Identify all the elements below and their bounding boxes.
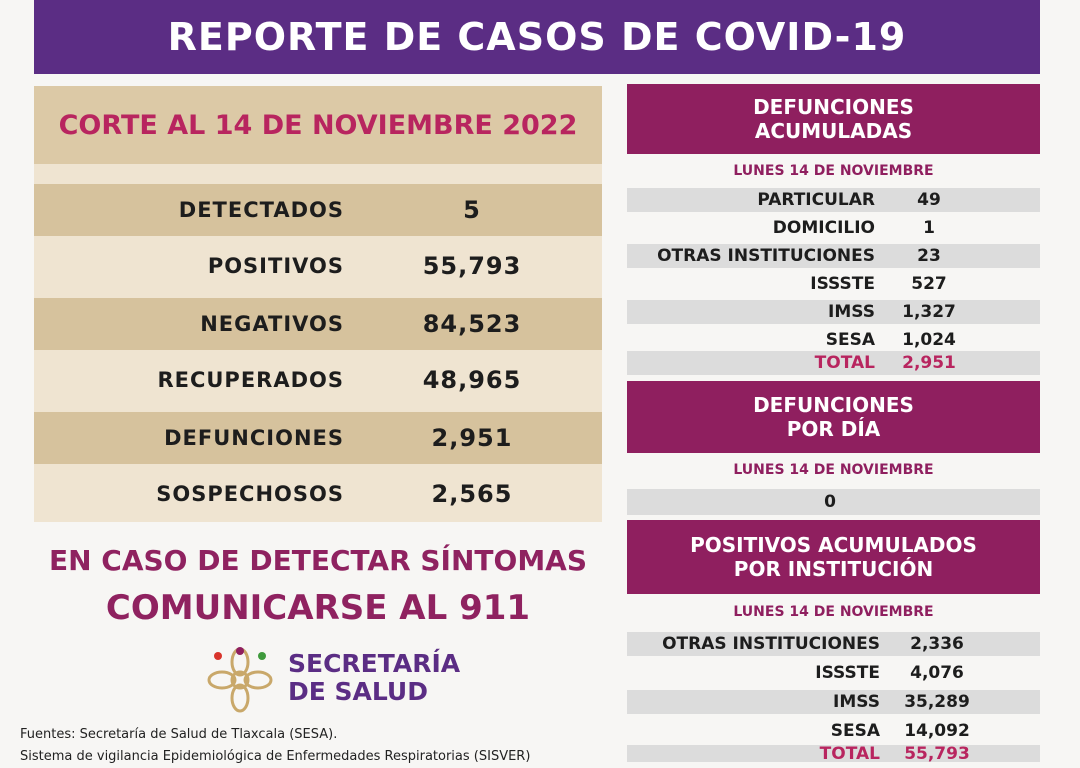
deaths-row-sesa (627, 328, 1040, 352)
stat-value: 2,565 (431, 480, 513, 508)
stat-value: 84,523 (422, 310, 522, 338)
positives-row-otras (627, 632, 1040, 656)
sources-footer (20, 724, 620, 768)
logo-line-2: DE SALUD (288, 677, 428, 706)
deaths-daily-title-2: POR DÍA (786, 417, 881, 441)
stat-label: POSITIVOS (207, 254, 344, 278)
cutoff-date: CORTE AL 14 DE NOVIEMBRE 2022 (34, 86, 602, 164)
positives-row-imss (627, 690, 1040, 714)
row-label: OTRAS INSTITUCIONES (662, 634, 880, 654)
row-value: 14,092 (904, 721, 970, 741)
row-label: ISSSTE (815, 663, 880, 683)
deaths-row-otras (627, 244, 1040, 268)
deaths-row-particular (627, 188, 1040, 212)
stat-value: 2,951 (431, 424, 513, 452)
deaths-row-domicilio (627, 216, 1040, 240)
stat-row-defunciones (34, 412, 602, 464)
stat-row-detectados (34, 184, 602, 236)
row-label: IMSS (828, 302, 875, 322)
row-label: SESA (830, 721, 880, 741)
stat-value: 55,793 (422, 252, 522, 280)
secretaria-logo-text (288, 650, 460, 706)
stat-row-recuperados (34, 354, 602, 406)
stat-label: RECUPERADOS (157, 368, 344, 392)
deaths-daily-row (627, 489, 1040, 515)
deaths-row-imss (627, 300, 1040, 324)
row-value: 35,289 (904, 692, 970, 712)
stat-label: DEFUNCIONES (164, 426, 344, 450)
stat-label: NEGATIVOS (200, 312, 344, 336)
deaths-daily-value: 0 (824, 492, 836, 512)
stat-row-sospechosos (34, 468, 602, 520)
positives-row-issste (627, 661, 1040, 685)
stat-label: DETECTADOS (178, 198, 344, 222)
row-value: 1,024 (902, 330, 956, 350)
row-value: 1,327 (902, 302, 956, 322)
row-value: 1 (923, 218, 935, 238)
row-value: 2,951 (902, 353, 956, 373)
row-label: SESA (825, 330, 875, 350)
report-title: REPORTE DE CASOS DE COVID-19 (34, 0, 1040, 74)
row-label: TOTAL (814, 353, 875, 373)
deaths-daily-title-1: DEFUNCIONES (753, 393, 914, 417)
deaths-row-issste (627, 272, 1040, 296)
stat-row-negativos (34, 298, 602, 350)
deaths-accumulated-title-2: ACUMULADAS (754, 119, 913, 143)
row-label: OTRAS INSTITUCIONES (657, 246, 875, 266)
row-label: TOTAL (819, 743, 880, 764)
positives-title-1: POSITIVOS ACUMULADOS (690, 533, 977, 557)
row-label: ISSSTE (810, 274, 875, 294)
stat-value: 48,965 (422, 366, 522, 394)
logo-line-1: SECRETARÍA (288, 649, 461, 678)
row-value: 49 (917, 190, 941, 210)
cta-line-2: COMUNICARSE AL 911 (105, 588, 531, 628)
cta-line-1: EN CASO DE DETECTAR SÍNTOMAS (48, 544, 588, 577)
positives-by-institution-title (627, 520, 1040, 594)
deaths-accumulated-title-1: DEFUNCIONES (753, 95, 914, 119)
row-value: 2,336 (910, 634, 964, 654)
deaths-daily-date: LUNES 14 DE NOVIEMBRE (733, 462, 934, 478)
positives-title-2: POR INSTITUCIÓN (733, 557, 934, 581)
deaths-row-total (627, 351, 1040, 375)
row-value: 527 (911, 274, 947, 294)
flower-emblem-icon (206, 646, 274, 714)
row-value: 23 (917, 246, 941, 266)
deaths-daily-title (627, 381, 1040, 453)
stat-label: SOSPECHOSOS (156, 482, 344, 506)
deaths-accumulated-date: LUNES 14 DE NOVIEMBRE (733, 163, 934, 179)
row-value: 4,076 (910, 663, 964, 683)
stat-value: 5 (463, 196, 481, 224)
stat-row-positivos (34, 240, 602, 292)
row-label: PARTICULAR (757, 190, 875, 210)
deaths-accumulated-title (627, 84, 1040, 154)
positives-date: LUNES 14 DE NOVIEMBRE (733, 604, 934, 620)
positives-row-sesa (627, 719, 1040, 743)
footer-line-1: Fuentes: Secretaría de Salud de Tlaxcala (SESA). (20, 727, 338, 742)
positives-row-total (627, 745, 1040, 762)
row-label: DOMICILIO (772, 218, 875, 238)
row-value: 55,793 (904, 743, 970, 764)
row-label: IMSS (833, 692, 880, 712)
footer-line-2: Sistema de vigilancia Epidemiológica de Enfermedades Respiratorias (SISVER) (20, 749, 531, 764)
